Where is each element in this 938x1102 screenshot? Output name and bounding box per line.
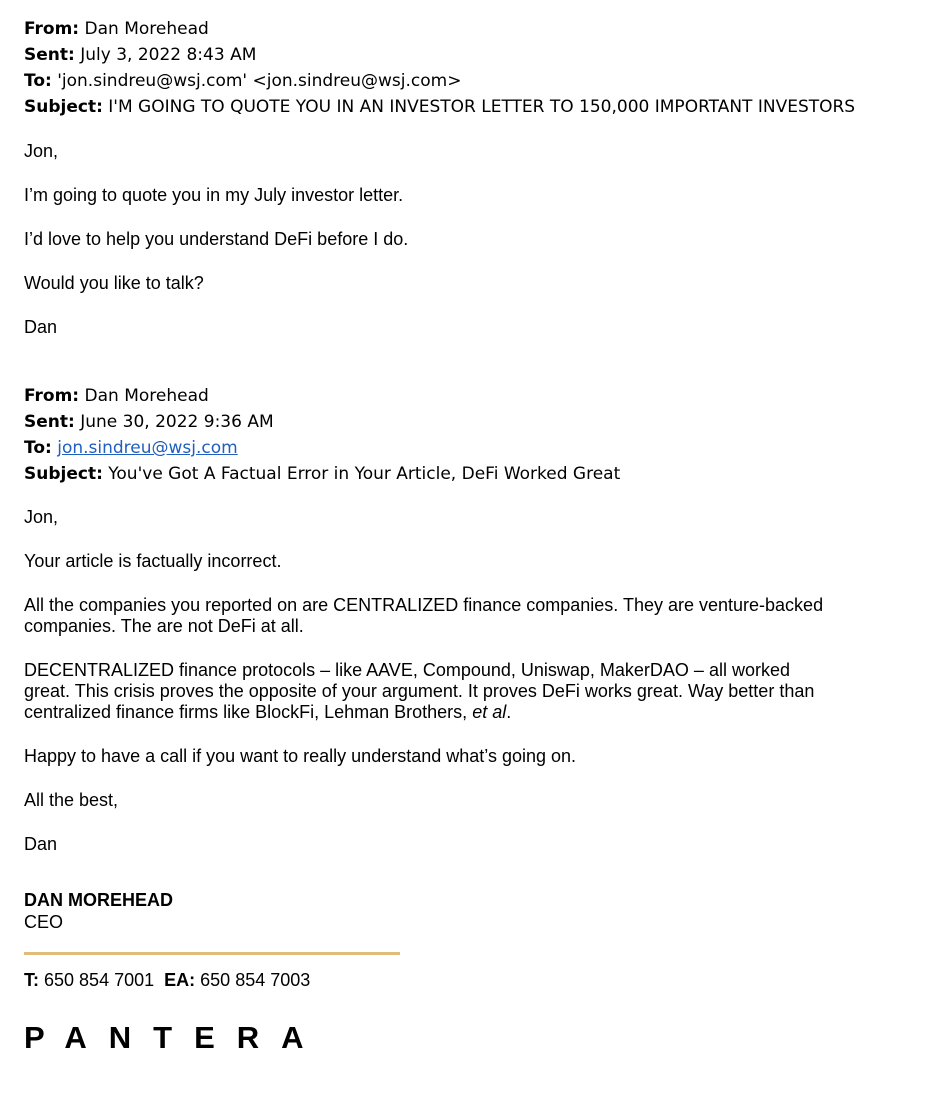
from-line xyxy=(24,16,914,42)
sign-off: Dan xyxy=(24,317,58,337)
line-text: . xyxy=(506,702,512,722)
from-line xyxy=(24,383,914,409)
paragraph-line: great. This crisis proves the opposite of your argument. It proves DeFi works great. Way better than xyxy=(24,681,815,701)
signature-title: CEO xyxy=(24,912,64,932)
body-paragraph: Your article is factually incorrect. xyxy=(24,551,282,571)
subject-line xyxy=(24,94,914,120)
paragraph-line xyxy=(24,702,914,723)
to-label: To: xyxy=(24,438,52,458)
sent-value: June 30, 2022 9:36 AM xyxy=(80,412,274,432)
sign-off: Dan xyxy=(24,834,58,854)
paragraph-line: companies. The are not DeFi at all. xyxy=(24,616,304,636)
signature-divider xyxy=(24,952,400,955)
closing: All the best, xyxy=(24,790,119,810)
sent-line xyxy=(24,42,914,68)
from-value: Dan Morehead xyxy=(84,386,209,406)
email-body-earlier xyxy=(24,507,914,855)
italic-text: et al xyxy=(472,702,507,722)
signature-name: DAN MOREHEAD xyxy=(24,890,174,910)
body-paragraph: I’m going to quote you in my July investor letter. xyxy=(24,185,404,205)
to-value: 'jon.sindreu@wsj.com' <jon.sindreu@wsj.com> xyxy=(57,71,462,91)
phone-label: T: xyxy=(24,970,39,990)
subject-label: Subject: xyxy=(24,464,103,484)
paragraph-line: All the companies you reported on are CENTRALIZED finance companies. They are venture-backed xyxy=(24,595,824,615)
line-text: centralized finance firms like BlockFi, Lehman Brothers, xyxy=(24,702,473,722)
ea-phone-value: 650 854 7003 xyxy=(200,970,311,990)
from-label: From: xyxy=(24,386,80,406)
to-line xyxy=(24,435,914,461)
body-paragraph: I’d love to help you understand DeFi before I do. xyxy=(24,229,409,249)
ea-phone-label: EA: xyxy=(164,970,196,990)
body-paragraph: Happy to have a call if you want to really understand what’s going on. xyxy=(24,746,577,766)
signature-phones xyxy=(24,969,914,991)
email-header-latest xyxy=(24,16,914,120)
email-header-earlier xyxy=(24,383,914,487)
body-paragraph: Would you like to talk? xyxy=(24,273,204,293)
recipient-email-link[interactable]: jon.sindreu@wsj.com xyxy=(57,438,238,458)
phone-value: 650 854 7001 xyxy=(44,970,155,990)
greeting: Jon, xyxy=(24,141,59,161)
subject-value: You've Got A Factual Error in Your Article, DeFi Worked Great xyxy=(108,464,621,484)
subject-value: I'M GOING TO QUOTE YOU IN AN INVESTOR LETTER TO 150,000 IMPORTANT INVESTORS xyxy=(108,97,856,117)
from-value: Dan Morehead xyxy=(84,19,209,39)
body-paragraph xyxy=(24,660,914,723)
to-line xyxy=(24,68,914,94)
sent-value: July 3, 2022 8:43 AM xyxy=(80,45,257,65)
pantera-logo: PANTERA xyxy=(24,1020,326,1055)
sent-label: Sent: xyxy=(24,412,75,432)
subject-line xyxy=(24,461,914,487)
greeting: Jon, xyxy=(24,507,59,527)
paragraph-line: DECENTRALIZED finance protocols – like AAVE, Compound, Uniswap, MakerDAO – all worked xyxy=(24,660,790,680)
sent-line xyxy=(24,409,914,435)
email-document xyxy=(24,16,914,1056)
to-label: To: xyxy=(24,71,52,91)
subject-label: Subject: xyxy=(24,97,103,117)
from-label: From: xyxy=(24,19,80,39)
email-body-latest xyxy=(24,141,914,338)
body-paragraph xyxy=(24,595,914,637)
signature-block xyxy=(24,889,914,1056)
sent-label: Sent: xyxy=(24,45,75,65)
